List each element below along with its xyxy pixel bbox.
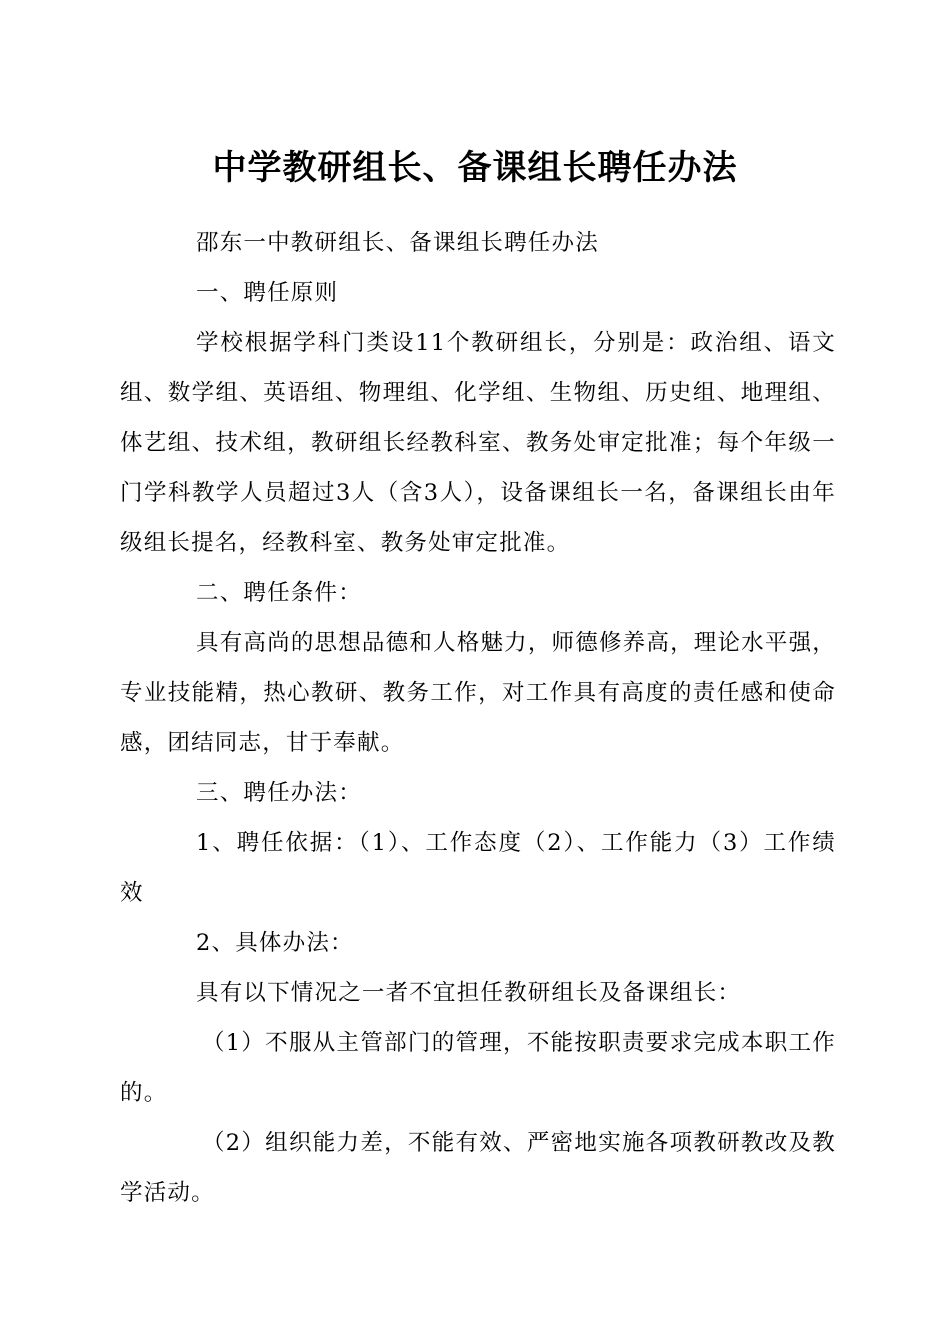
paragraph-item-1: （1）不服从主管部门的管理，不能按职责要求完成本职工作的。: [120, 1030, 836, 1106]
paragraph-principles: 学校根据学科门类设11个教研组长，分别是：政治组、语文组、数学组、英语组、物理组、化学组、生物组、历史组、地理组、体艺组、技术组，教研组长经教科室、教务处审定批准；每个年级一门学科教学人员超过3人（含3人），设备课组长一名，备课组长由年级组长提名，经教科室、教务处审定批准。: [120, 330, 836, 556]
section-heading-principles: 一、聘任原则: [196, 280, 339, 306]
section-heading-methods: 三、聘任办法：: [196, 780, 362, 806]
paragraph-subtitle: 邵东一中教研组长、备课组长聘任办法: [196, 230, 599, 256]
paragraph-item-2: （2）组织能力差，不能有效、严密地实施各项教研教改及教学活动。: [120, 1130, 836, 1206]
section-heading-conditions: 二、聘任条件：: [196, 580, 362, 606]
paragraph-basis: 1、聘任依据：（1）、工作态度（2）、工作能力（3）工作绩效: [120, 830, 836, 906]
document-body: [120, 218, 836, 1218]
paragraph-conditions: 具有高尚的思想品德和人格魅力，师德修养高，理论水平强，专业技能精，热心教研、教务工作，对工作具有高度的责任感和使命感，团结同志，甘于奉献。: [120, 630, 836, 756]
paragraph-unsuitable-intro: 具有以下情况之一者不宜担任教研组长及备课组长：: [196, 980, 742, 1006]
paragraph-specific-methods: 2、具体办法：: [196, 930, 354, 956]
document-title: 中学教研组长、备课组长聘任办法: [212, 148, 738, 188]
